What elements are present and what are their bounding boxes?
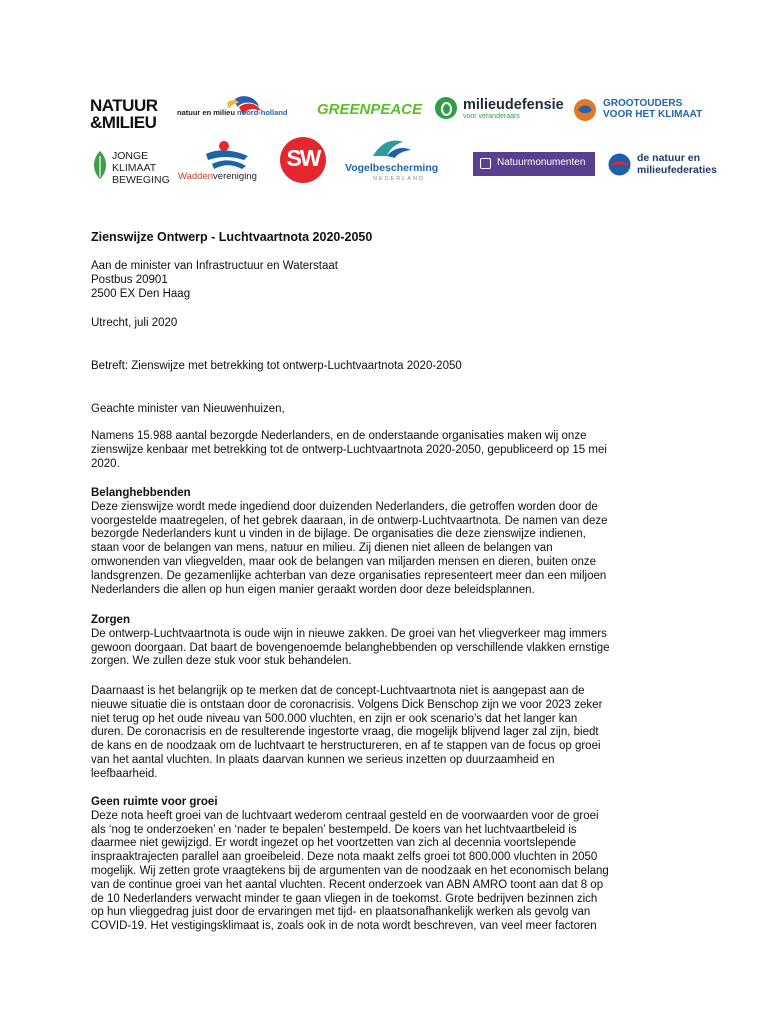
waddenvereniging-logo — [178, 138, 268, 184]
text-line: zienswijze kenbaar met betrekking tot de ontwerp-Luchtvaartnota 2020-2050, gepubliceerd op 15 mei — [91, 443, 607, 456]
text-line: landsgrenzen. De gezamenlijke achterban van deze organisaties representeert meer dan een miljoen — [91, 569, 607, 582]
text-line: de 10 Nederlanders verwacht minder te gaan vliegen in de toekomst. Grote bedrijven bezinnen zich — [91, 892, 598, 905]
text-line: mogelijk. Wij zetten grote vraagtekens bij de argumenten van de noodzaak en het economisch belang — [91, 864, 609, 877]
section-zorgen — [91, 614, 691, 669]
natuur-en-milieu-logo — [90, 97, 158, 131]
logo-text: de natuur en milieufederaties — [637, 152, 717, 176]
text-line: COVID-19. Het vestigingsklimaat is, zoals ook in de nota wordt beschreven, van veel meer factoren — [91, 920, 597, 933]
bird-icon — [345, 136, 455, 164]
letter-subject: Betreft: Zienswijze met betrekking tot ontwerp-Luchtvaartnota 2020-2050 — [91, 360, 462, 372]
text-line: Nederlanders die allen op hun eigen manier geraakt worden door deze beleidsplannen. — [91, 583, 535, 596]
section-heading: Geen ruimte voor groei — [91, 796, 218, 808]
wadden-swimmer-icon — [178, 138, 268, 172]
text-line: gewoon doorgaan. Dat baart de bovengenoemde belanghebbenden op verschillende vlakken ernstige — [91, 641, 610, 654]
globe-people-icon — [573, 98, 601, 122]
logo-text: natuur en milieu noord-holland — [177, 108, 288, 117]
address-line: Aan de minister van Infrastructuur en Waterstaat — [91, 260, 338, 272]
intro-paragraph — [91, 430, 691, 471]
natuurmonumenten-logo — [473, 152, 595, 176]
text-line: van het aantal vluchten. In plaats daarvan kunnen we serieus inzetten op duurzaamheid en — [91, 753, 555, 766]
section-corona — [91, 685, 691, 782]
milieudefensie-icon — [435, 97, 457, 119]
text-line: duren. De coronacrisis en de resulterende ingestorte vraag, die mogelijk blijvend lager zal zijn, biedt — [91, 726, 599, 739]
address-line: Postbus 20901 — [91, 274, 168, 286]
text-line: Daarnaast is het belangrijk op te merken dat de concept-Luchtvaartnota niet is aangepast aan de — [91, 685, 585, 697]
text-line: leefbaarheid. — [91, 767, 158, 780]
text-line: bezorgde Nederlanders kunt u vinden in de bijlage. De organisaties die deze zienswijze indienen, — [91, 528, 586, 541]
logo-text: milieudefensie — [463, 97, 564, 113]
text-line: van de continue groei van het aantal vluchten. Recent onderzoek van ABN AMRO toont aan dat 8 op — [91, 878, 604, 891]
logo-tagline: voor veranderaars — [463, 113, 520, 120]
text-line: inspraaktrajecten parallel aan groeibeleid. Deze nota maakt zelfs groei tot 800.000 vluchten in 2050 — [91, 851, 598, 864]
section-heading: Zorgen — [91, 614, 130, 626]
logo-text: NATUUR — [90, 96, 158, 115]
logo-text: Vogelbescherming — [345, 162, 439, 174]
letter-date: Utrecht, juli 2020 — [91, 317, 178, 329]
natuur-en-milieu-noord-holland-logo — [177, 95, 305, 129]
text-line: daarmee niet gewijzigd. Er wordt ingezet op het voortzetten van zich al decennia voortslepende — [91, 837, 577, 850]
text-line: niet terug op het oude niveau van 500.000 vluchten, en zijn er ook scenario’s dat het langer kan — [91, 712, 578, 725]
text-line: staan voor de belangen van mens, natuur en milieu. Zij dienen niet alleen de belangen van — [91, 542, 553, 555]
federation-icon — [607, 152, 632, 177]
text-line: op hun vlieggedrag juist door de ervaringen met tijd- en plaatsonafhankelijk werken als gevolg van — [91, 906, 591, 919]
text-line: Deze zienswijze wordt mede ingediend door duizenden Nederlanders, die getroffen worden door de — [91, 500, 598, 513]
logo-text: Waddenvereniging — [178, 171, 257, 182]
text-line: de kans en de noodzaak om de luchtvaart te herstructureren, en af te stappen van de focus op groei — [91, 740, 601, 753]
logo-text: JONGE KLIMAAT BEWEGING — [112, 150, 170, 186]
text-line: als ‘nog te onderzoeken’ en ‘nader te bepalen’ bestempeld. De koers van het luchtvaartbeleid is — [91, 823, 577, 836]
logo-text: Natuurmonumenten — [497, 157, 586, 168]
text-line: omwonenden van vliegvelden, maar ook de belangen van miljarden mensen en dieren, buiten onze — [91, 555, 597, 568]
logo-text: SW — [286, 145, 320, 171]
logo-text: GROOTOUDERS VOOR HET KLIMAAT — [603, 98, 703, 120]
text-line: Namens 15.988 aantal bezorgde Nederlanders, en de onderstaande organisaties maken wij onze — [91, 430, 587, 442]
text-line: nieuwe situatie die is ontstaan door de coronacrisis. Volgens Dick Benschop zijn we voor 2023 zeker — [91, 698, 603, 711]
logo-subtext: NEDERLAND — [373, 176, 425, 182]
leaf-icon — [91, 150, 109, 180]
vogelbescherming-logo — [345, 136, 455, 186]
letter-salutation: Geachte minister van Nieuwenhuizen, — [91, 403, 285, 415]
greenpeace-logo: GREENPEACE — [317, 101, 423, 118]
letter-title: Zienswijze Ontwerp - Luchtvaartnota 2020-2050 — [91, 230, 373, 244]
text-line: zorgen. We zullen deze stuk voor stuk behandelen. — [91, 655, 352, 668]
section-belanghebbenden — [91, 487, 691, 597]
section-geen-ruimte-voor-groei — [91, 796, 691, 934]
text-line: 2020. — [91, 457, 120, 470]
section-heading: Belanghebbenden — [91, 487, 191, 499]
text-line: voorgestelde maatregelen, of het gebrek daaraan, in de ontwerp-Luchtvaartnota. De namen van deze — [91, 514, 608, 527]
sw-logo — [280, 137, 326, 183]
address-line: 2500 EX Den Haag — [91, 288, 191, 300]
text-line: De ontwerp-Luchtvaartnota is oude wijn in nieuwe zakken. De groei van het vliegverkeer mag immers — [91, 627, 607, 640]
text-line: Deze nota heeft groei van de luchtvaart wederom centraal gesteld en de voorwaarden voor de groei — [91, 809, 599, 822]
logo-text: &MILIEU — [90, 113, 157, 132]
